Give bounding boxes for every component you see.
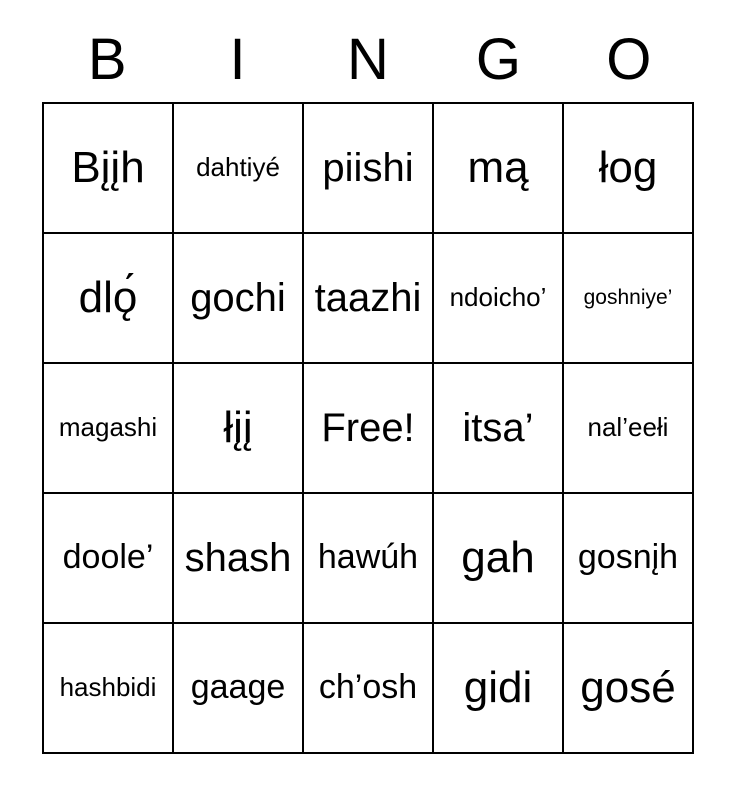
bingo-cell-label: shash: [184, 536, 292, 580]
bingo-cell-label: Bįįh: [71, 142, 145, 192]
bingo-cell-free[interactable]: [304, 364, 434, 494]
bingo-cell[interactable]: [174, 104, 304, 234]
bingo-cell-label: dahtiyé: [196, 152, 280, 183]
bingo-cell-label: dlǫ́: [78, 272, 138, 322]
bingo-grid: [42, 102, 694, 754]
bingo-cell[interactable]: [174, 494, 304, 624]
bingo-cell[interactable]: [564, 494, 694, 624]
bingo-cell[interactable]: [174, 234, 304, 364]
header-letter-i: I: [229, 27, 246, 92]
bingo-cell-label: piishi: [322, 146, 414, 190]
bingo-cell[interactable]: [304, 494, 434, 624]
bingo-cell[interactable]: [434, 234, 564, 364]
bingo-cell[interactable]: [564, 234, 694, 364]
header-letter-n: N: [347, 27, 389, 92]
bingo-cell[interactable]: [304, 104, 434, 234]
bingo-cell[interactable]: [434, 624, 564, 754]
header-letter-b: B: [87, 27, 127, 92]
bingo-cell[interactable]: [174, 364, 304, 494]
header-letter-g: G: [475, 27, 521, 92]
bingo-cell-label: taazhi: [314, 276, 422, 320]
bingo-cell[interactable]: [44, 364, 174, 494]
bingo-cell[interactable]: [564, 364, 694, 494]
bingo-cell-label: hawúh: [317, 538, 419, 577]
header-letter-o: O: [606, 27, 652, 92]
bingo-cell[interactable]: [434, 364, 564, 494]
bingo-cell[interactable]: [434, 494, 564, 624]
bingo-cell[interactable]: [304, 624, 434, 754]
bingo-cell[interactable]: [304, 234, 434, 364]
bingo-cell[interactable]: [564, 104, 694, 234]
bingo-cell-label: gochi: [190, 276, 286, 320]
bingo-cell-label: nal’eełi: [587, 412, 669, 443]
bingo-cell-label: gosé: [580, 662, 676, 712]
bingo-header: [42, 18, 694, 102]
bingo-cell[interactable]: [174, 624, 304, 754]
bingo-cell[interactable]: [44, 234, 174, 364]
bingo-cell-label: gah: [461, 532, 535, 582]
bingo-cell-label: gidi: [463, 662, 533, 712]
bingo-cell-label: ndoicho’: [449, 282, 547, 313]
bingo-cell-label: łog: [598, 142, 658, 192]
bingo-cell-label: ch’osh: [318, 668, 418, 707]
bingo-cell-label: mą: [467, 142, 529, 192]
bingo-card: [42, 18, 694, 754]
bingo-cell[interactable]: [434, 104, 564, 234]
bingo-cell-label: hashbidi: [59, 672, 157, 703]
bingo-cell-label: Free!: [321, 406, 415, 450]
bingo-cell[interactable]: [44, 624, 174, 754]
bingo-cell[interactable]: [44, 494, 174, 624]
bingo-cell-label: itsa’: [462, 406, 534, 450]
bingo-cell-label: goshniye’: [583, 285, 673, 309]
bingo-cell[interactable]: [44, 104, 174, 234]
bingo-cell-label: gaage: [190, 668, 286, 707]
bingo-cell-label: łįį: [223, 402, 253, 452]
bingo-cell-label: doole’: [62, 538, 154, 577]
bingo-cell[interactable]: [564, 624, 694, 754]
bingo-cell-label: magashi: [58, 412, 158, 443]
bingo-cell-label: gosnįh: [577, 538, 679, 577]
